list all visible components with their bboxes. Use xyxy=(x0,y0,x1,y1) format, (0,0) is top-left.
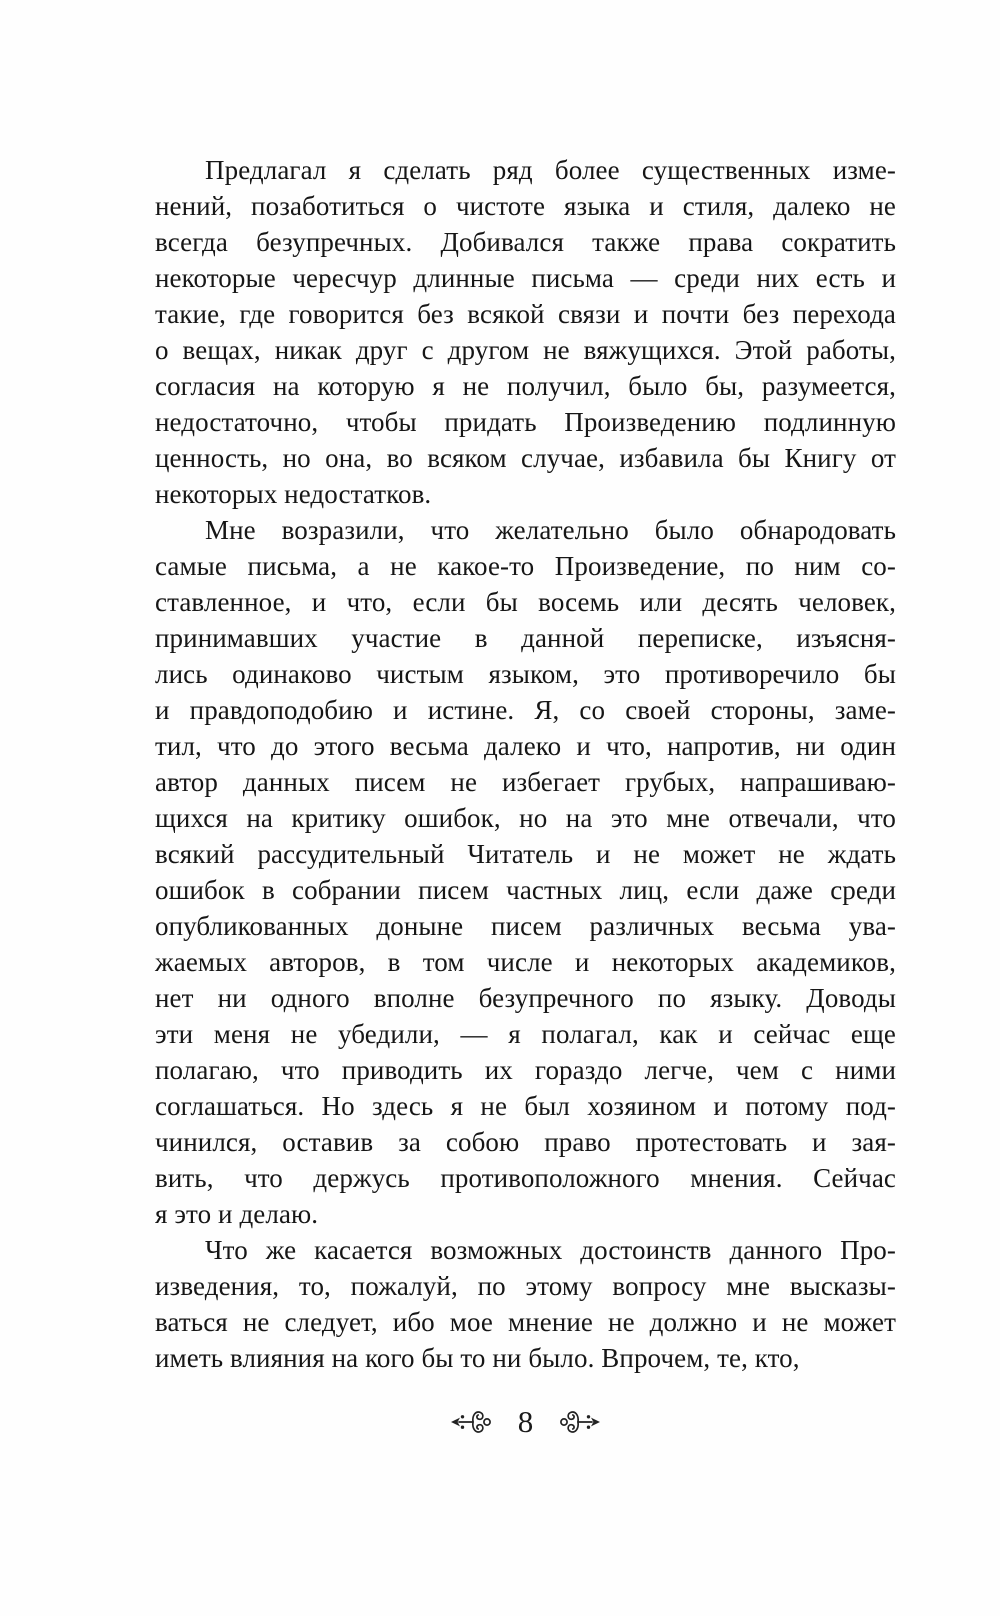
text-line: согласия на которую я не получил, было бы, разумеется, xyxy=(155,371,896,401)
text-line: и правдоподобию и истине. Я, со своей стороны, заме- xyxy=(155,695,896,725)
text-line: ваться не следует, ибо мое мнение не должно и не может xyxy=(155,1307,896,1337)
text-line: эти меня не убедили, — я полагал, как и сейчас еще xyxy=(155,1019,896,1049)
text-line: тил, что до этого весьма далеко и что, напротив, ни один xyxy=(155,731,896,761)
text-line: ставленное, и что, если бы восемь или десять человек, xyxy=(155,587,896,617)
text-line: всегда безупречных. Добивался также права сократить xyxy=(155,227,896,257)
page-number: 8 xyxy=(517,1404,534,1439)
text-line: лись одинаково чистым языком, это противоречило бы xyxy=(155,659,896,689)
text-line: я это и делаю. xyxy=(155,1199,319,1229)
text-line: Мне возразили, что желательно было обнародовать xyxy=(205,515,896,545)
text-line: полагаю, что приводить их гораздо легче, чем с ними xyxy=(155,1055,896,1085)
text-line: изведения, то, пожалуй, по этому вопросу мне высказы- xyxy=(155,1271,896,1301)
text-line: такие, где говорится без всякой связи и почти без перехода xyxy=(155,299,896,329)
text-line: нет ни одного вполне безупречного по языку. Доводы xyxy=(155,983,896,1013)
text-line: Что же касается возможных достоинств данного Про- xyxy=(205,1235,896,1265)
text-line: некоторых недостатков. xyxy=(155,479,432,509)
text-line: автор данных писем не избегает грубых, напрашиваю- xyxy=(155,767,896,797)
text-line: самые письма, а не какое-то Произведение, по ним со- xyxy=(155,551,896,581)
text-block xyxy=(155,152,896,1376)
text-line: всякий рассудительный Читатель и не может не ждать xyxy=(155,839,896,869)
text-line: ценность, но она, во всяком случае, избавила бы Книгу от xyxy=(155,443,896,473)
text-line: щихся на критику ошибок, но на это мне отвечали, что xyxy=(155,803,896,833)
text-line: вить, что держусь противоположного мнения. Сейчас xyxy=(155,1163,896,1193)
text-line: ошибок в собрании писем частных лиц, если даже среди xyxy=(155,875,896,905)
text-line: недостаточно, чтобы придать Произведению подлинную xyxy=(155,407,896,437)
text-line: Предлагал я сделать ряд более существенных изме- xyxy=(205,155,896,185)
text-line: о вещах, никак друг с другом не вяжущихся. Этой работы, xyxy=(155,335,896,365)
text-line: соглашаться. Но здесь я не был хозяином и потому под- xyxy=(155,1091,896,1121)
page-footer xyxy=(155,1400,896,1444)
text-line: некоторые чересчур длинные письма — среди них есть и xyxy=(155,263,896,293)
fleuron-left-icon xyxy=(450,1404,492,1440)
text-line: опубликованных доныне писем различных весьма ува- xyxy=(155,911,896,941)
text-line: иметь влияния на кого бы то ни было. Впрочем, те, кто, xyxy=(155,1343,800,1373)
text-line: жаемых авторов, в том числе и некоторых академиков, xyxy=(155,947,896,977)
fleuron-right-icon xyxy=(559,1404,601,1440)
text-line: принимавших участие в данной переписке, изъясня- xyxy=(155,623,896,653)
text-line: чинился, оставив за собою право протестовать и зая- xyxy=(155,1127,896,1157)
text-line: нений, позаботиться о чистоте языка и стиля, далеко не xyxy=(155,191,896,221)
